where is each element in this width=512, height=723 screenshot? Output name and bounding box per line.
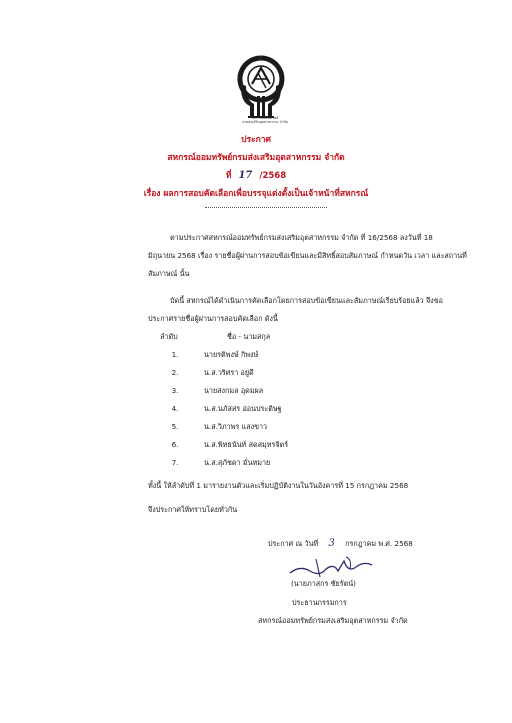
candidate-number: 1. bbox=[171, 350, 179, 359]
para1-line2: มิถุนายน 2568 เรื่อง รายชื่อผู้ผ่านการสอบข้อเขียนและมีสิทธิ์สอบสัมภาษณ์ กำหนดวัน เวลา และสถานที่ bbox=[148, 251, 467, 260]
candidate-name: น.ส.นภัสสร อ่อนประดิษฐ bbox=[204, 404, 282, 413]
candidate-name: นายรติพงษ์ กิพงษ์ bbox=[204, 350, 259, 359]
signer-name: (นายภาสกร ชัยรัตน์) bbox=[291, 579, 356, 588]
candidate-name: นายสงกมล อุดมผล bbox=[204, 386, 264, 395]
candidate-number: 5. bbox=[171, 422, 179, 431]
number-suffix: /2568 bbox=[259, 171, 287, 181]
list-header-name: ชื่อ - นามสกุล bbox=[227, 332, 271, 341]
para3-start-date: ทั้งนี้ ให้ลำดับที่ 1 มารายงานตัวและเริ่มปฏิบัติงานในวันอังคารที่ 15 กรกฎาคม 2568 bbox=[148, 481, 409, 490]
list-header-number: ลำดับ bbox=[160, 332, 178, 341]
candidate-number: 6. bbox=[171, 440, 179, 449]
para2-line1: บัดนี้ สหกรณ์ได้ดำเนินการคัดเลือกโดยการสอบข้อเขียนและสัมภาษณ์เรียบร้อยแล้ว จึงขอ bbox=[170, 296, 443, 305]
candidate-name: น.ส.สุภัชดา มั่นหมาย bbox=[204, 458, 271, 467]
para2-line2: ประกาศรายชื่อผู้ผ่านการสอบคัดเลือก ดังนี้ bbox=[148, 314, 278, 323]
candidate-name: น.ส.พิทธนันท์ สดสมุทรจิตร์ bbox=[204, 440, 289, 449]
logo-caption-line1: สหกรณ์ออมทรัพย์ bbox=[251, 116, 279, 120]
candidate-name: น.ส.วริศรา อยู่ดี bbox=[204, 368, 254, 377]
candidate-name: น.ส.วิภาพร แสงขาว bbox=[204, 422, 268, 431]
signer-organization: สหกรณ์ออมทรัพย์กรมส่งเสริมอุตสาหกรรม จำกัด bbox=[258, 616, 408, 625]
para1-line1: ตามประกาศสหกรณ์ออมทรัพย์กรมส่งเสริมอุตสาหกรรม จำกัด ที่ 16/2568 ลงวันที่ 18 bbox=[170, 233, 433, 242]
logo-caption bbox=[236, 116, 294, 124]
announcement-number bbox=[0, 168, 512, 182]
candidate-number: 2. bbox=[171, 368, 179, 377]
candidate-number: 4. bbox=[171, 404, 179, 413]
announcement-heading: ประกาศ bbox=[241, 135, 271, 145]
subject-line: เรื่อง ผลการสอบคัดเลือกเพื่อบรรจุแต่งตั้งเป็นเจ้าหน้าที่สหกรณ์ bbox=[143, 189, 369, 199]
candidate-number: 7. bbox=[171, 458, 179, 467]
number-handwritten: 17 bbox=[238, 170, 253, 181]
para4-closing: จึงประกาศให้ทราบโดยทั่วกัน bbox=[148, 505, 238, 514]
candidate-number: 3. bbox=[171, 386, 179, 395]
signature-image bbox=[286, 549, 376, 583]
header-divider bbox=[205, 207, 327, 208]
organization-name: สหกรณ์ออมทรัพย์กรมส่งเสริมอุตสาหกรรม จำกัด bbox=[167, 153, 345, 163]
para1-line3: สัมภาษณ์ นั้น bbox=[148, 269, 190, 278]
date-prefix: ประกาศ ณ วันที่ bbox=[268, 539, 319, 548]
signer-title: ประธานกรรมการ bbox=[292, 598, 347, 607]
date-suffix: กรกฎาคม พ.ศ. 2568 bbox=[345, 539, 413, 548]
logo-caption-line2: กรมส่งเสริมอุตสาหกรรม จำกัด bbox=[241, 120, 289, 124]
number-prefix: ที่ bbox=[225, 171, 232, 181]
date-handwritten: 3 bbox=[328, 538, 335, 549]
